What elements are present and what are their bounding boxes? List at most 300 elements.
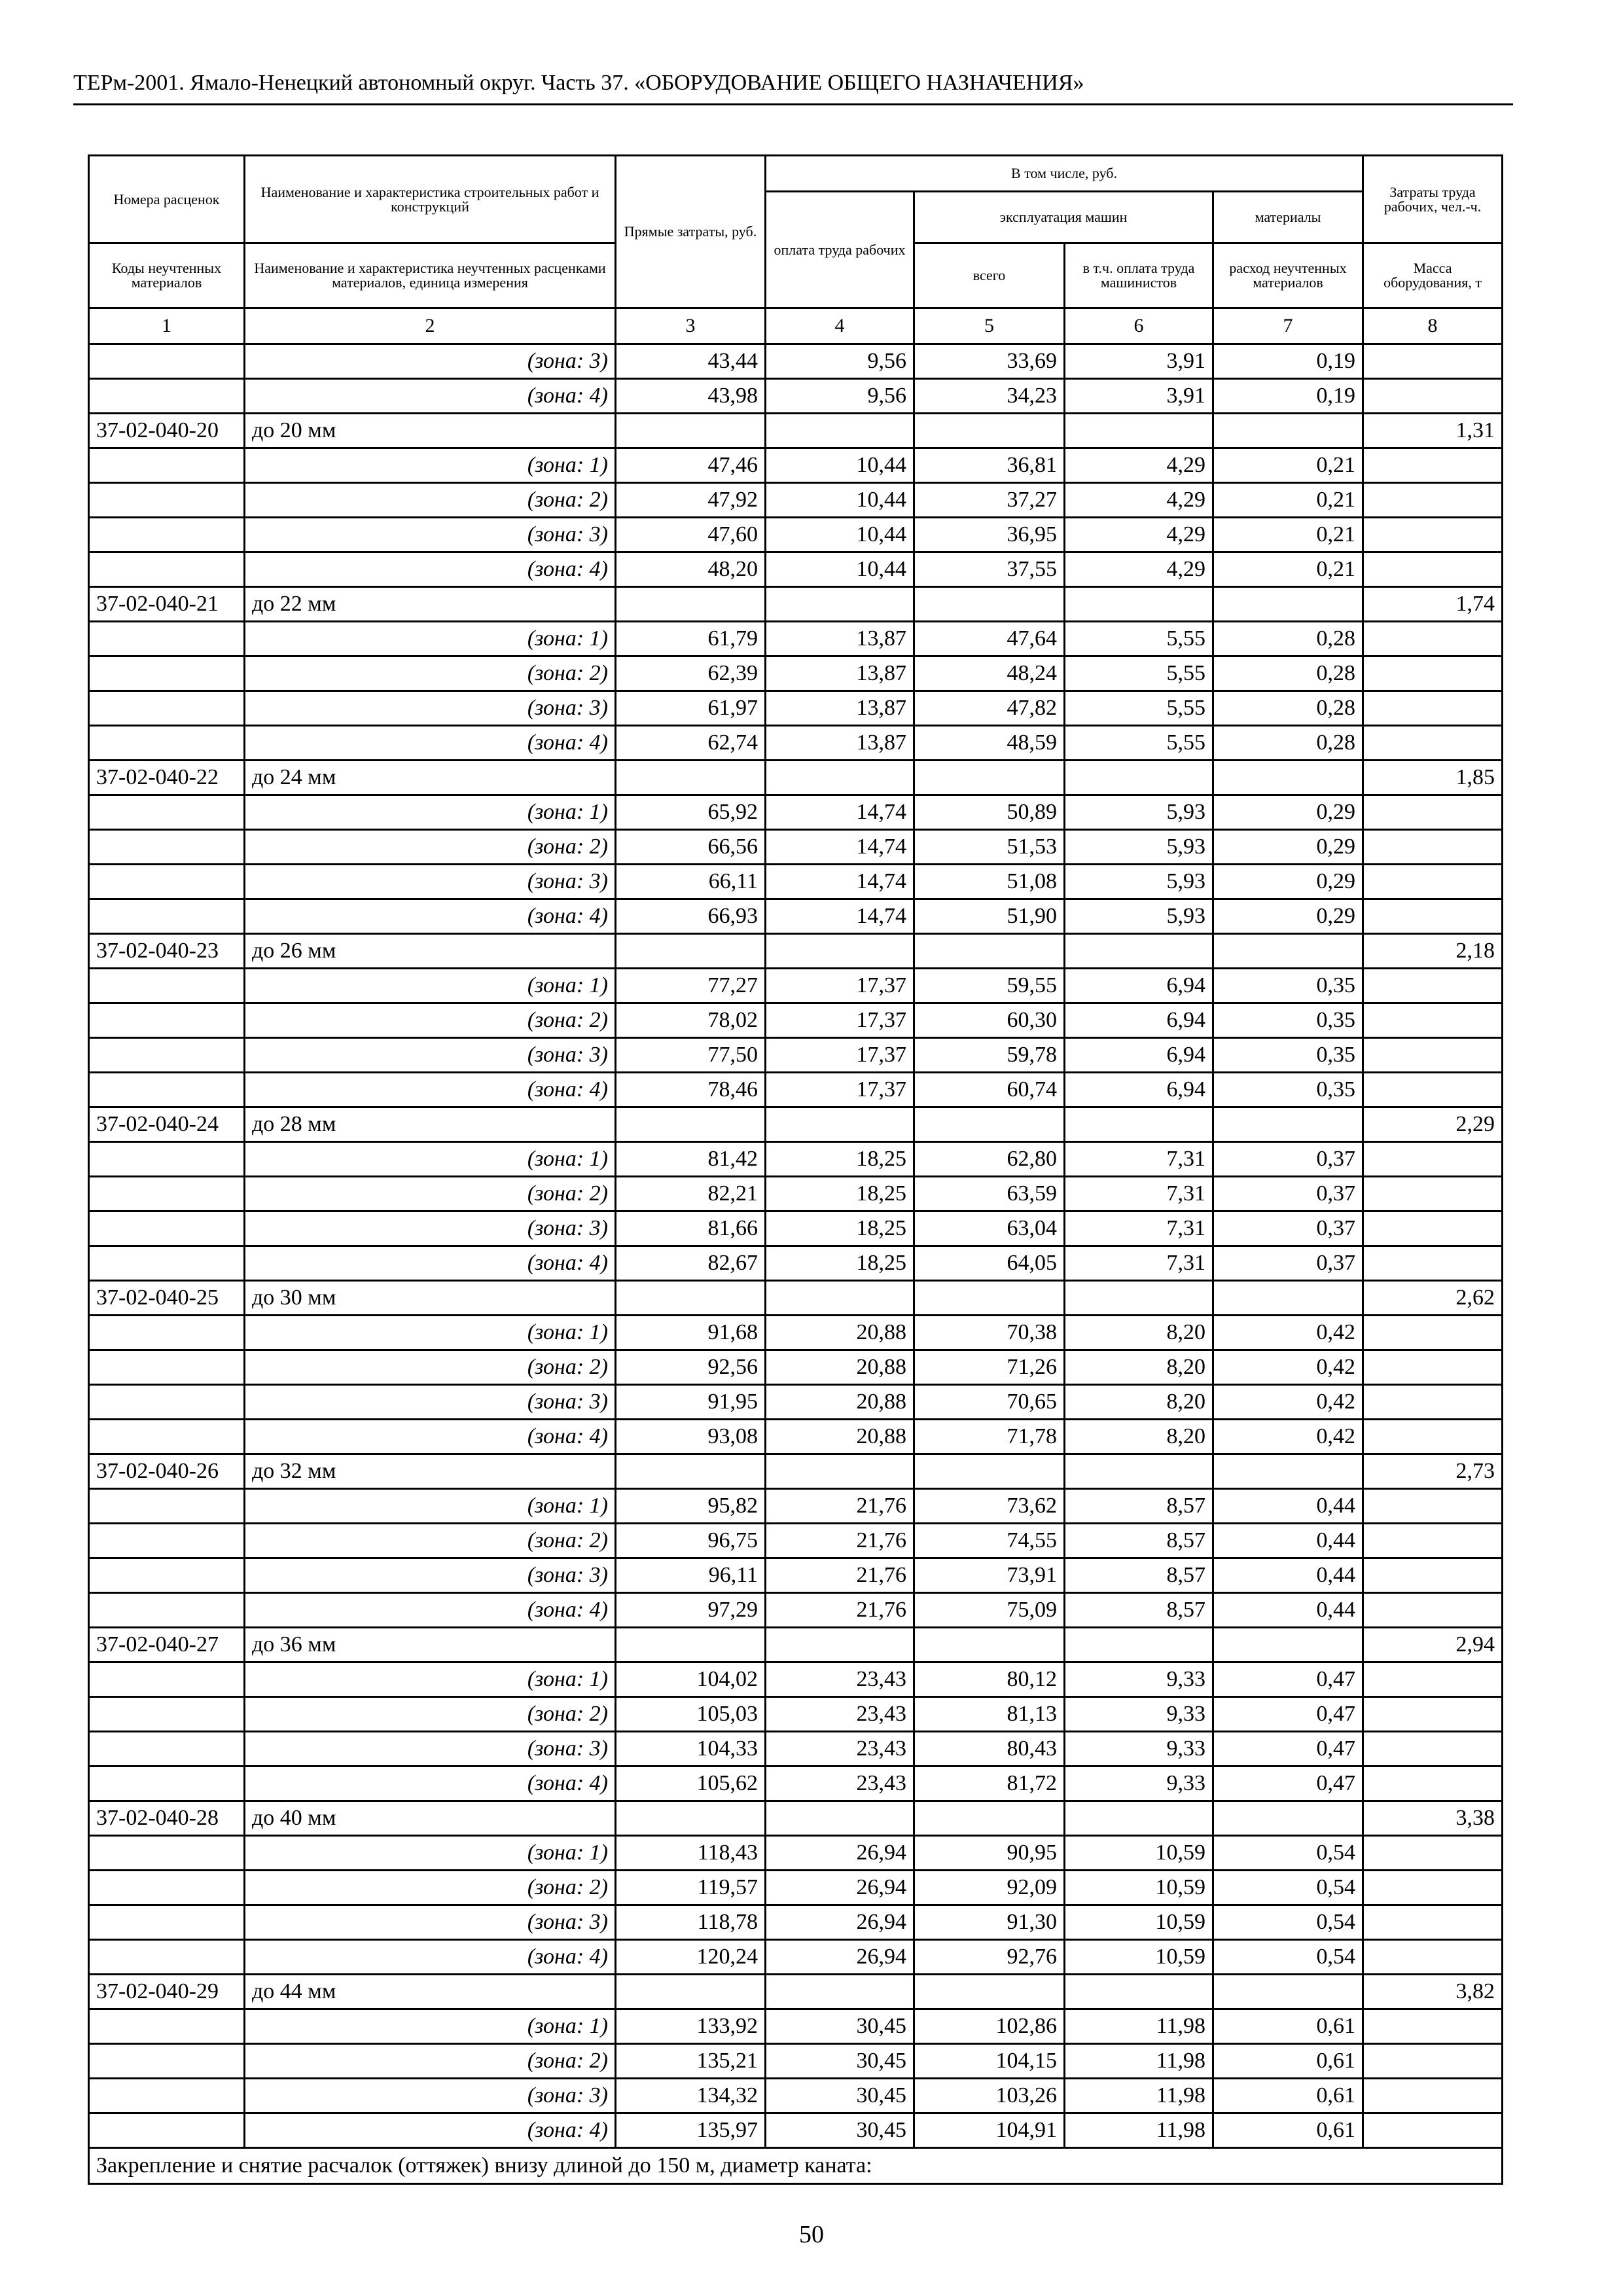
header-rule	[73, 103, 1513, 105]
zone-cell: (зона: 3)	[245, 1905, 616, 1940]
materials-cell: 0,35	[1213, 1038, 1363, 1073]
col-header-material-names: Наименование и характеристика неучтенных расценками материалов, единица измерения	[245, 243, 616, 308]
zone-cell: (зона: 2)	[245, 1003, 616, 1038]
rate-code-cell	[89, 865, 245, 899]
machines-total-cell: 81,72	[914, 1767, 1065, 1801]
worker-pay-cell: 23,43	[766, 1662, 914, 1697]
empty-cell	[616, 1801, 766, 1836]
col-header-work-name: Наименование и характеристика строительных работ и конструкций	[245, 156, 616, 243]
empty-cell	[1213, 1975, 1363, 2009]
worker-pay-cell: 10,44	[766, 483, 914, 518]
rate-code-cell	[89, 379, 245, 414]
machines-total-cell: 90,95	[914, 1836, 1065, 1871]
rate-code-cell: 37-02-040-21	[89, 587, 245, 622]
rate-code-cell	[89, 2079, 245, 2113]
col-header-labor-costs: Затраты труда рабочих, чел.-ч.	[1363, 156, 1503, 243]
machines-total-cell: 33,69	[914, 344, 1065, 379]
materials-cell: 0,28	[1213, 622, 1363, 656]
worker-pay-cell: 18,25	[766, 1177, 914, 1211]
col-header-material-codes: Коды неучтенных материалов	[89, 243, 245, 308]
rate-code-cell	[89, 622, 245, 656]
zone-cell: (зона: 2)	[245, 1350, 616, 1385]
table-row	[89, 483, 1503, 518]
machines-total-cell: 92,76	[914, 1940, 1065, 1975]
work-name-cell: до 26 мм	[245, 934, 616, 969]
worker-pay-cell: 23,43	[766, 1767, 914, 1801]
rate-code-cell	[89, 1142, 245, 1177]
empty-cell	[616, 934, 766, 969]
materials-cell: 0,42	[1213, 1420, 1363, 1454]
labor-cell	[1363, 691, 1503, 726]
zone-cell: (зона: 4)	[245, 1420, 616, 1454]
rate-code-cell	[89, 1593, 245, 1628]
machinist-pay-cell: 5,55	[1065, 726, 1213, 761]
labor-cell: 2,18	[1363, 934, 1503, 969]
zone-cell: (зона: 4)	[245, 379, 616, 414]
empty-cell	[766, 414, 914, 448]
empty-cell	[616, 1975, 766, 2009]
worker-pay-cell: 13,87	[766, 622, 914, 656]
direct-costs-cell: 78,02	[616, 1003, 766, 1038]
materials-cell: 0,21	[1213, 518, 1363, 552]
rate-code-cell: 37-02-040-24	[89, 1107, 245, 1142]
materials-cell: 0,54	[1213, 1871, 1363, 1905]
col-header-unaccounted-materials: расход неучтенных материалов	[1213, 243, 1363, 308]
materials-cell: 0,61	[1213, 2009, 1363, 2044]
machinist-pay-cell: 5,93	[1065, 865, 1213, 899]
labor-cell	[1363, 483, 1503, 518]
worker-pay-cell: 10,44	[766, 448, 914, 483]
col-header-machinist-pay: в т.ч. оплата труда машинистов	[1065, 243, 1213, 308]
worker-pay-cell: 30,45	[766, 2079, 914, 2113]
direct-costs-cell: 62,39	[616, 656, 766, 691]
col-header-total: всего	[914, 243, 1065, 308]
worker-pay-cell: 21,76	[766, 1524, 914, 1558]
table-row	[89, 1073, 1503, 1107]
empty-cell	[1065, 587, 1213, 622]
worker-pay-cell: 18,25	[766, 1246, 914, 1281]
machinist-pay-cell: 5,55	[1065, 622, 1213, 656]
worker-pay-cell: 14,74	[766, 865, 914, 899]
table-row-group-header	[89, 1281, 1503, 1316]
direct-costs-cell: 81,66	[616, 1211, 766, 1246]
machinist-pay-cell: 9,33	[1065, 1662, 1213, 1697]
zone-cell: (зона: 4)	[245, 1940, 616, 1975]
direct-costs-cell: 77,27	[616, 969, 766, 1003]
col-number: 4	[766, 308, 914, 344]
table-row-group-header	[89, 1975, 1503, 2009]
rate-code-cell: 37-02-040-27	[89, 1628, 245, 1662]
materials-cell: 0,19	[1213, 379, 1363, 414]
materials-cell: 0,29	[1213, 865, 1363, 899]
materials-cell: 0,21	[1213, 552, 1363, 587]
empty-cell	[1213, 934, 1363, 969]
zone-cell: (зона: 2)	[245, 483, 616, 518]
zone-cell: (зона: 3)	[245, 1732, 616, 1767]
machines-total-cell: 103,26	[914, 2079, 1065, 2113]
machinist-pay-cell: 10,59	[1065, 1836, 1213, 1871]
machines-total-cell: 59,78	[914, 1038, 1065, 1073]
zone-cell: (зона: 1)	[245, 1316, 616, 1350]
labor-cell	[1363, 1732, 1503, 1767]
col-number: 5	[914, 308, 1065, 344]
empty-cell	[914, 1628, 1065, 1662]
direct-costs-cell: 105,62	[616, 1767, 766, 1801]
machines-total-cell: 104,15	[914, 2044, 1065, 2079]
direct-costs-cell: 133,92	[616, 2009, 766, 2044]
rate-code-cell	[89, 1420, 245, 1454]
zone-cell: (зона: 1)	[245, 1489, 616, 1524]
running-header: ТЕРм-2001. Ямало-Ненецкий автономный округ. Часть 37. «ОБОРУДОВАНИЕ ОБЩЕГО НАЗНАЧЕНИЯ»	[73, 71, 1084, 95]
empty-cell	[1065, 414, 1213, 448]
machines-total-cell: 81,13	[914, 1697, 1065, 1732]
direct-costs-cell: 104,33	[616, 1732, 766, 1767]
direct-costs-cell: 96,11	[616, 1558, 766, 1593]
machinist-pay-cell: 6,94	[1065, 1073, 1213, 1107]
machinist-pay-cell: 9,33	[1065, 1732, 1213, 1767]
table-row	[89, 1524, 1503, 1558]
table-row	[89, 691, 1503, 726]
direct-costs-cell: 62,74	[616, 726, 766, 761]
machinist-pay-cell: 9,33	[1065, 1767, 1213, 1801]
table-row	[89, 344, 1503, 379]
worker-pay-cell: 18,25	[766, 1142, 914, 1177]
machines-total-cell: 70,38	[914, 1316, 1065, 1350]
machines-total-cell: 73,91	[914, 1558, 1065, 1593]
rate-code-cell	[89, 344, 245, 379]
labor-cell	[1363, 1558, 1503, 1593]
rate-code-cell	[89, 1177, 245, 1211]
table-row	[89, 1350, 1503, 1385]
labor-cell	[1363, 1767, 1503, 1801]
machinist-pay-cell: 11,98	[1065, 2113, 1213, 2148]
labor-cell	[1363, 1316, 1503, 1350]
machines-total-cell: 34,23	[914, 379, 1065, 414]
work-name-cell: до 30 мм	[245, 1281, 616, 1316]
labor-cell	[1363, 1246, 1503, 1281]
machines-total-cell: 37,27	[914, 483, 1065, 518]
work-name-cell: до 40 мм	[245, 1801, 616, 1836]
labor-cell	[1363, 1038, 1503, 1073]
machinist-pay-cell: 8,20	[1065, 1385, 1213, 1420]
rate-code-cell	[89, 1836, 245, 1871]
worker-pay-cell: 26,94	[766, 1940, 914, 1975]
direct-costs-cell: 78,46	[616, 1073, 766, 1107]
materials-cell: 0,61	[1213, 2044, 1363, 2079]
rate-code-cell	[89, 448, 245, 483]
machines-total-cell: 62,80	[914, 1142, 1065, 1177]
machinist-pay-cell: 10,59	[1065, 1905, 1213, 1940]
materials-cell: 0,29	[1213, 830, 1363, 865]
machinist-pay-cell: 7,31	[1065, 1211, 1213, 1246]
materials-cell: 0,35	[1213, 1003, 1363, 1038]
worker-pay-cell: 20,88	[766, 1316, 914, 1350]
labor-cell	[1363, 1420, 1503, 1454]
materials-cell: 0,19	[1213, 344, 1363, 379]
labor-cell	[1363, 2044, 1503, 2079]
zone-cell: (зона: 1)	[245, 448, 616, 483]
materials-cell: 0,28	[1213, 656, 1363, 691]
machines-total-cell: 36,95	[914, 518, 1065, 552]
work-name-cell: до 22 мм	[245, 587, 616, 622]
rate-code-cell: 37-02-040-23	[89, 934, 245, 969]
machinist-pay-cell: 6,94	[1065, 969, 1213, 1003]
worker-pay-cell: 14,74	[766, 795, 914, 830]
direct-costs-cell: 118,78	[616, 1905, 766, 1940]
materials-cell: 0,47	[1213, 1662, 1363, 1697]
table-row	[89, 1905, 1503, 1940]
zone-cell: (зона: 4)	[245, 1593, 616, 1628]
worker-pay-cell: 30,45	[766, 2044, 914, 2079]
work-name-cell: до 36 мм	[245, 1628, 616, 1662]
empty-cell	[1065, 1454, 1213, 1489]
col-header-machines: эксплуатация машин	[914, 192, 1213, 243]
labor-cell	[1363, 1524, 1503, 1558]
direct-costs-cell: 48,20	[616, 552, 766, 587]
labor-cell	[1363, 656, 1503, 691]
empty-cell	[766, 934, 914, 969]
direct-costs-cell: 61,79	[616, 622, 766, 656]
rate-code-cell	[89, 518, 245, 552]
worker-pay-cell: 13,87	[766, 656, 914, 691]
worker-pay-cell: 10,44	[766, 518, 914, 552]
labor-cell	[1363, 1697, 1503, 1732]
materials-cell: 0,21	[1213, 483, 1363, 518]
direct-costs-cell: 43,44	[616, 344, 766, 379]
worker-pay-cell: 23,43	[766, 1732, 914, 1767]
table-row-footer	[89, 2148, 1503, 2184]
machines-total-cell: 92,09	[914, 1871, 1065, 1905]
zone-cell: (зона: 2)	[245, 656, 616, 691]
machines-total-cell: 71,26	[914, 1350, 1065, 1385]
table-row	[89, 865, 1503, 899]
empty-cell	[616, 1628, 766, 1662]
worker-pay-cell: 17,37	[766, 969, 914, 1003]
labor-cell	[1363, 1836, 1503, 1871]
table-row	[89, 1142, 1503, 1177]
zone-cell: (зона: 4)	[245, 726, 616, 761]
rate-code-cell	[89, 1871, 245, 1905]
labor-cell	[1363, 1871, 1503, 1905]
rate-code-cell: 37-02-040-26	[89, 1454, 245, 1489]
labor-cell	[1363, 2113, 1503, 2148]
worker-pay-cell: 14,74	[766, 830, 914, 865]
empty-cell	[766, 1107, 914, 1142]
empty-cell	[914, 1107, 1065, 1142]
materials-cell: 0,28	[1213, 691, 1363, 726]
rate-code-cell	[89, 483, 245, 518]
col-header-equipment-mass: Масса оборудования, т	[1363, 243, 1503, 308]
work-name-cell: до 32 мм	[245, 1454, 616, 1489]
empty-cell	[914, 587, 1065, 622]
labor-cell	[1363, 830, 1503, 865]
labor-cell	[1363, 1905, 1503, 1940]
zone-cell: (зона: 3)	[245, 344, 616, 379]
table-row-group-header	[89, 414, 1503, 448]
labor-cell	[1363, 1142, 1503, 1177]
footer-note: Закрепление и снятие расчалок (оттяжек) внизу длиной до 150 м, диаметр каната:	[89, 2148, 1503, 2184]
work-name-cell: до 20 мм	[245, 414, 616, 448]
direct-costs-cell: 93,08	[616, 1420, 766, 1454]
table-row	[89, 1940, 1503, 1975]
machinist-pay-cell: 6,94	[1065, 1038, 1213, 1073]
labor-cell: 1,85	[1363, 761, 1503, 795]
empty-cell	[766, 587, 914, 622]
machines-total-cell: 63,59	[914, 1177, 1065, 1211]
labor-cell: 3,82	[1363, 1975, 1503, 2009]
machines-total-cell: 80,43	[914, 1732, 1065, 1767]
machinist-pay-cell: 8,20	[1065, 1316, 1213, 1350]
labor-cell: 2,62	[1363, 1281, 1503, 1316]
col-header-direct-costs: Прямые затраты, руб.	[616, 156, 766, 308]
empty-cell	[914, 1454, 1065, 1489]
zone-cell: (зона: 4)	[245, 2113, 616, 2148]
machines-total-cell: 50,89	[914, 795, 1065, 830]
machinist-pay-cell: 5,55	[1065, 656, 1213, 691]
materials-cell: 0,35	[1213, 1073, 1363, 1107]
machinist-pay-cell: 5,93	[1065, 830, 1213, 865]
table-row	[89, 1316, 1503, 1350]
labor-cell: 2,94	[1363, 1628, 1503, 1662]
worker-pay-cell: 21,76	[766, 1558, 914, 1593]
col-number: 7	[1213, 308, 1363, 344]
rate-code-cell	[89, 552, 245, 587]
machinist-pay-cell: 8,20	[1065, 1350, 1213, 1385]
zone-cell: (зона: 4)	[245, 1767, 616, 1801]
worker-pay-cell: 26,94	[766, 1871, 914, 1905]
worker-pay-cell: 13,87	[766, 726, 914, 761]
machinist-pay-cell: 10,59	[1065, 1871, 1213, 1905]
materials-cell: 0,42	[1213, 1350, 1363, 1385]
worker-pay-cell: 9,56	[766, 344, 914, 379]
machinist-pay-cell: 4,29	[1065, 518, 1213, 552]
direct-costs-cell: 91,68	[616, 1316, 766, 1350]
labor-cell: 1,31	[1363, 414, 1503, 448]
worker-pay-cell: 21,76	[766, 1593, 914, 1628]
rate-code-cell	[89, 1489, 245, 1524]
col-header-worker-pay: оплата труда рабочих	[766, 192, 914, 308]
direct-costs-cell: 82,21	[616, 1177, 766, 1211]
table-row	[89, 552, 1503, 587]
machines-total-cell: 104,91	[914, 2113, 1065, 2148]
labor-cell	[1363, 379, 1503, 414]
empty-cell	[766, 1281, 914, 1316]
empty-cell	[766, 761, 914, 795]
worker-pay-cell: 18,25	[766, 1211, 914, 1246]
machines-total-cell: 37,55	[914, 552, 1065, 587]
worker-pay-cell: 20,88	[766, 1350, 914, 1385]
machinist-pay-cell: 5,93	[1065, 899, 1213, 934]
materials-cell: 0,44	[1213, 1593, 1363, 1628]
direct-costs-cell: 118,43	[616, 1836, 766, 1871]
direct-costs-cell: 97,29	[616, 1593, 766, 1628]
col-number: 6	[1065, 308, 1213, 344]
rate-code-cell	[89, 1524, 245, 1558]
machines-total-cell: 73,62	[914, 1489, 1065, 1524]
zone-cell: (зона: 1)	[245, 2009, 616, 2044]
rate-code-cell: 37-02-040-25	[89, 1281, 245, 1316]
machinist-pay-cell: 7,31	[1065, 1142, 1213, 1177]
rate-code-cell	[89, 1558, 245, 1593]
table-row	[89, 1211, 1503, 1246]
machinist-pay-cell: 6,94	[1065, 1003, 1213, 1038]
empty-cell	[1065, 761, 1213, 795]
table-row	[89, 1420, 1503, 1454]
labor-cell	[1363, 552, 1503, 587]
table-row	[89, 795, 1503, 830]
machinist-pay-cell: 4,29	[1065, 483, 1213, 518]
materials-cell: 0,54	[1213, 1905, 1363, 1940]
empty-cell	[914, 761, 1065, 795]
machines-total-cell: 51,90	[914, 899, 1065, 934]
machines-total-cell: 60,30	[914, 1003, 1065, 1038]
labor-cell	[1363, 1662, 1503, 1697]
direct-costs-cell: 96,75	[616, 1524, 766, 1558]
zone-cell: (зона: 1)	[245, 795, 616, 830]
machinist-pay-cell: 7,31	[1065, 1177, 1213, 1211]
empty-cell	[616, 1107, 766, 1142]
worker-pay-cell: 26,94	[766, 1836, 914, 1871]
direct-costs-cell: 81,42	[616, 1142, 766, 1177]
table-row-group-header	[89, 587, 1503, 622]
rate-code-cell	[89, 656, 245, 691]
machinist-pay-cell: 7,31	[1065, 1246, 1213, 1281]
materials-cell: 0,29	[1213, 899, 1363, 934]
table-row	[89, 1871, 1503, 1905]
empty-cell	[616, 1281, 766, 1316]
zone-cell: (зона: 2)	[245, 1697, 616, 1732]
direct-costs-cell: 119,57	[616, 1871, 766, 1905]
empty-cell	[766, 1975, 914, 2009]
labor-cell	[1363, 726, 1503, 761]
table-row	[89, 656, 1503, 691]
rate-code-cell: 37-02-040-29	[89, 1975, 245, 2009]
worker-pay-cell: 26,94	[766, 1905, 914, 1940]
direct-costs-cell: 61,97	[616, 691, 766, 726]
materials-cell: 0,54	[1213, 1940, 1363, 1975]
direct-costs-cell: 82,67	[616, 1246, 766, 1281]
materials-cell: 0,47	[1213, 1697, 1363, 1732]
machines-total-cell: 70,65	[914, 1385, 1065, 1420]
empty-cell	[766, 1801, 914, 1836]
col-number: 3	[616, 308, 766, 344]
empty-cell	[914, 1281, 1065, 1316]
machinist-pay-cell: 9,33	[1065, 1697, 1213, 1732]
labor-cell	[1363, 1593, 1503, 1628]
direct-costs-cell: 135,21	[616, 2044, 766, 2079]
worker-pay-cell: 20,88	[766, 1420, 914, 1454]
machines-total-cell: 47,82	[914, 691, 1065, 726]
table-row	[89, 1697, 1503, 1732]
table-row-group-header	[89, 1628, 1503, 1662]
machinist-pay-cell: 8,57	[1065, 1558, 1213, 1593]
direct-costs-cell: 104,02	[616, 1662, 766, 1697]
table-row-group-header	[89, 761, 1503, 795]
table-body	[89, 344, 1503, 2184]
rate-code-cell	[89, 1697, 245, 1732]
table-row	[89, 1489, 1503, 1524]
empty-cell	[1065, 934, 1213, 969]
table-row-group-header	[89, 1107, 1503, 1142]
machinist-pay-cell: 10,59	[1065, 1940, 1213, 1975]
zone-cell: (зона: 3)	[245, 1558, 616, 1593]
table-row	[89, 1836, 1503, 1871]
rate-code-cell: 37-02-040-22	[89, 761, 245, 795]
machinist-pay-cell: 3,91	[1065, 344, 1213, 379]
machinist-pay-cell: 3,91	[1065, 379, 1213, 414]
labor-cell	[1363, 1211, 1503, 1246]
direct-costs-cell: 65,92	[616, 795, 766, 830]
